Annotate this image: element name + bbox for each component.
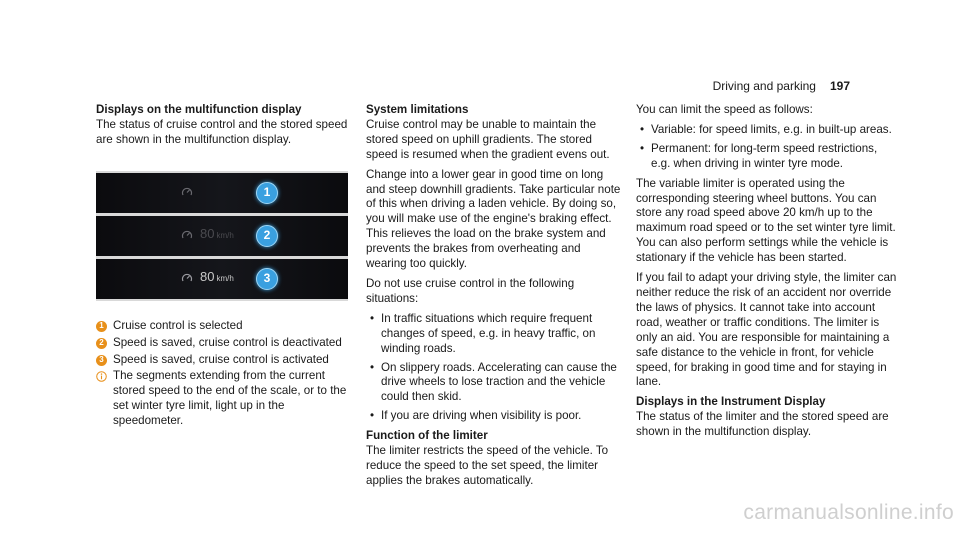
section-heading: Displays on the multifunction display (96, 103, 302, 116)
legend-number: 3 (96, 355, 107, 366)
column-1 (96, 103, 354, 429)
list-item: • If you are driving when visibility is poor. (366, 409, 624, 424)
section-heading: Function of the limiter (366, 429, 488, 443)
paragraph: Change into a lower gear in good time on long and steep downhill gradients. Take particular note of this when driving a laden vehicle. By doing so, you will make use of the engine's braking effect. This relieves the load on the brake system and prevents the brakes from overheating and wearing too quickly. (366, 167, 621, 271)
stored-speed: 80 km/h (200, 225, 234, 241)
paragraph: The limiter restricts the speed of the vehicle. To reduce the speed to the set speed, the limiter applies the brakes automatically. (366, 444, 609, 487)
note-text: The segments extending from the current stored speed to the end of the scale, or to the set winter tyre limit, light up in the speedometer. (113, 369, 347, 428)
legend-item (96, 353, 354, 368)
info-note (96, 369, 354, 429)
list-item: • Permanent: for long-term speed restrictions, e.g. when driving in winter tyre mode. (636, 142, 898, 172)
paragraph: Cruise control may be unable to maintain the stored speed on uphill gradients. The stored speed is resumed when the gradient evens out. (366, 117, 610, 161)
stored-speed (200, 184, 202, 201)
list-item: • On slippery roads. Accelerating can cause the drive wheels to lose traction and the vehicle could then skid. (366, 361, 624, 406)
paragraph: The variable limiter is operated using the corresponding steering wheel buttons. You can store any road speed above 20 km/h up to the maximum road speed or to the set winter tyre limit. You can also perform settings while the vehicle is stationary if the vehicle has been started. (636, 176, 896, 265)
display-illustration (96, 171, 348, 301)
page-number: 197 (829, 79, 850, 93)
info-icon (96, 371, 107, 382)
paragraph: The status of cruise control and the stored speed are shown in the multifunction display. (96, 117, 348, 146)
list-item: • Variable: for speed limits, e.g. in built-up areas. (636, 123, 898, 138)
legend-number: 2 (96, 338, 107, 349)
callout-badge: 3 (256, 268, 278, 290)
display-screen-1 (96, 173, 348, 213)
legend-text: Speed is saved, cruise control is activated (113, 352, 329, 366)
bullet-list (366, 312, 624, 424)
legend-text: Cruise control is selected (113, 318, 243, 332)
section-title: Driving and parking (712, 79, 816, 93)
callout-badge: 1 (256, 182, 278, 204)
bullet-list (636, 123, 898, 172)
paragraph: You can limit the speed as follows: (636, 103, 813, 116)
legend-text: Speed is saved, cruise control is deactivated (113, 335, 342, 349)
page-header (713, 79, 850, 93)
callout-badge: 2 (256, 225, 278, 247)
section-heading: Displays in the Instrument Display (636, 395, 826, 409)
paragraph: Do not use cruise control in the following situations: (366, 276, 575, 305)
legend-number: 1 (96, 321, 107, 332)
stored-speed: 80 km/h (200, 268, 234, 284)
legend-item (96, 336, 354, 351)
cruise-control-icon (181, 272, 193, 284)
watermark: carmanualsonline.info (743, 501, 954, 524)
cruise-control-icon (181, 229, 193, 241)
paragraph: The status of the limiter and the stored speed are shown in the multifunction display. (636, 410, 889, 439)
display-screen-3 (96, 259, 348, 299)
cruise-control-icon (181, 186, 193, 198)
column-2 (366, 103, 624, 494)
paragraph: If you fail to adapt your driving style, the limiter can neither reduce the risk of an accident nor override the laws of physics. It cannot take into account road, weather or traffic conditions. The limiter is only an aid. You are responsible for maintaining a safe distance to the vehicle in front, for vehicle speed, for braking in good time and for staying in lane. (636, 271, 897, 389)
column-3 (636, 103, 898, 445)
display-screen-2 (96, 216, 348, 256)
legend-item (96, 319, 354, 334)
list-item: • In traffic situations which require frequent changes of speed, e.g. in heavy traffic, on winding roads. (366, 312, 624, 357)
section-heading: System limitations (366, 103, 469, 116)
